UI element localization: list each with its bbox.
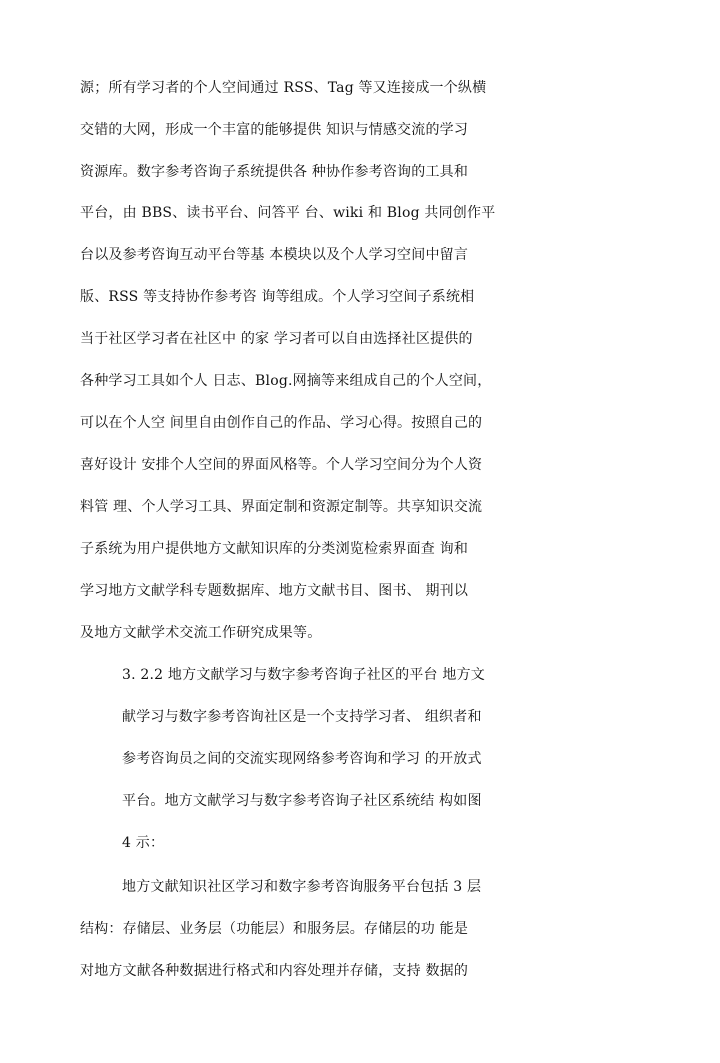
text-line: 地方文献知识社区学习和数字参考咨询服务平台包括 3 层 <box>122 879 482 895</box>
text-line: 平台。地方文献学习与数字参考咨询子社区系统结 构如图 <box>122 793 482 809</box>
text-line: 各种学习工具如个人 日志、Blog.网摘等来组成自己的个人空间， <box>80 373 492 389</box>
text-line: 台以及参考咨询互动平台等基 本模块以及个人学习空间中留言 <box>80 247 469 263</box>
text-line: 4 示： <box>122 835 165 851</box>
text-line: 喜好设计 安排个人空间的界面风格等。个人学习空间分为个人资 <box>80 457 483 473</box>
text-line: 学习地方文献学科专题数据库、地方文献书目、图书、 期刊以 <box>80 583 469 599</box>
section-heading-line: 3. 2.2 地方文献学习与数字参考咨询子社区的平台 地方文 <box>122 667 485 683</box>
text-line: 料管 理、个人学习工具、界面定制和资源定制等。共享知识交流 <box>80 499 483 515</box>
text-line: 结构：存储层、业务层（功能层）和服务层。存储层的功 能是 <box>80 921 469 937</box>
text-line: 版、RSS 等支持协作参考咨 询等组成。个人学习空间子系统相 <box>80 289 475 305</box>
text-line: 平台，由 BBS、读书平台、问答平 台、wiki 和 Blog 共同创作平 <box>80 205 496 221</box>
text-line: 源；所有学习者的个人空间通过 RSS、Tag 等又连接成一个纵横 <box>80 80 487 96</box>
text-line: 交错的大网，形成一个丰富的能够提供 知识与情感交流的学习 <box>80 122 469 138</box>
text-line: 可以在个人空 间里自由创作自己的作品、学习心得。按照自己的 <box>80 415 483 431</box>
text-line: 子系统为用户提供地方文献知识库的分类浏览检索界面查 询和 <box>80 541 469 557</box>
text-line: 资源库。数字参考咨询子系统提供各 种协作参考咨询的工具和 <box>80 164 469 180</box>
text-line: 献学习与数字参考咨询社区是一个支持学习者、 组织者和 <box>122 709 482 725</box>
text-line: 及地方文献学术交流工作研究成果等。 <box>80 625 322 641</box>
text-line: 参考咨询员之间的交流实现网络参考咨询和学习 的开放式 <box>122 751 482 767</box>
text-line: 对地方文献各种数据进行格式和内容处理并存储，支持 数据的 <box>80 963 469 979</box>
text-line: 当于社区学习者在社区中 的家 学习者可以自由选择社区提供的 <box>80 331 473 347</box>
